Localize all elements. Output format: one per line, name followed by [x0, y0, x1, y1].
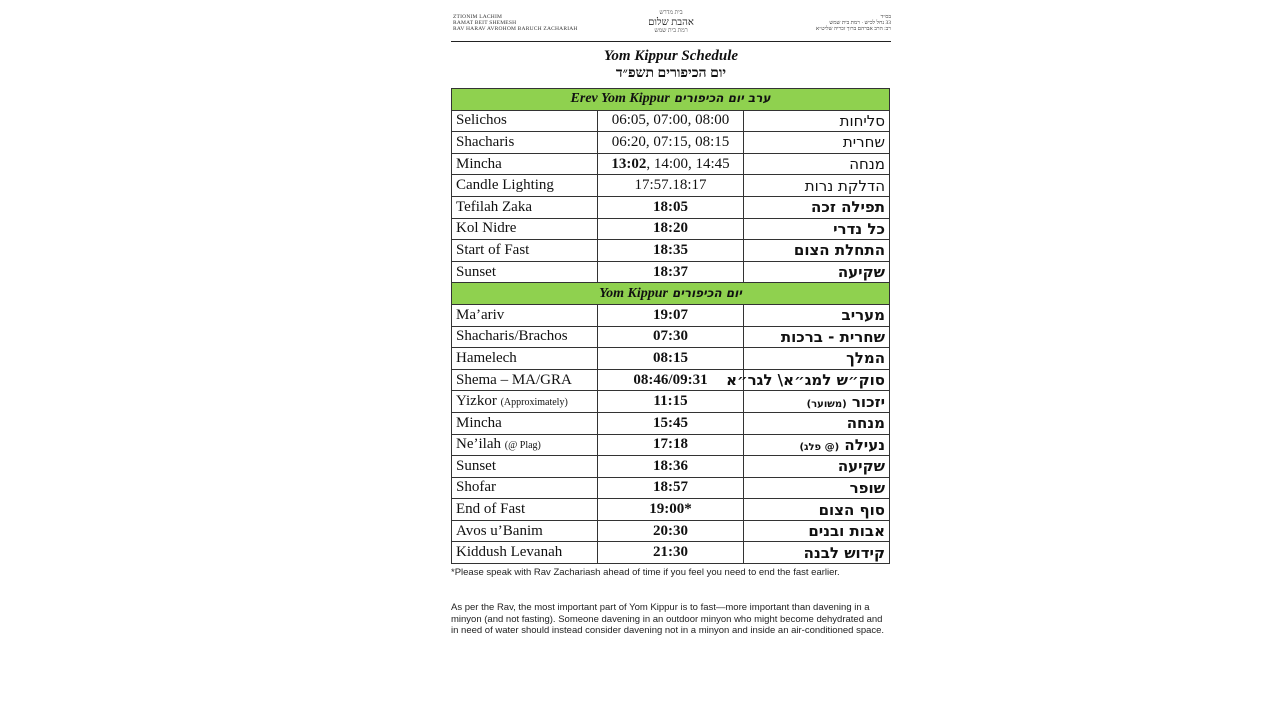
- section-header-yom-kippur: [452, 283, 890, 305]
- row-label-hebrew-main: יזכור: [851, 392, 885, 411]
- row-time-bold: 13:02: [611, 155, 647, 172]
- row-label: Tefilah Zaka: [452, 196, 598, 218]
- row-label: Start of Fast: [452, 240, 598, 262]
- section-title: [452, 89, 890, 111]
- header-logo: [629, 10, 713, 35]
- row-label-hebrew: שחרית - ברכות: [744, 326, 890, 348]
- table-row: [452, 348, 890, 370]
- row-time: 18:05: [598, 196, 744, 218]
- section-header-erev: [452, 89, 890, 111]
- row-time: [598, 153, 744, 175]
- header-left-address: [453, 14, 578, 32]
- row-time: 19:07: [598, 304, 744, 326]
- table-row: [452, 326, 890, 348]
- row-label-hebrew: שופר: [744, 477, 890, 499]
- row-label: Shofar: [452, 477, 598, 499]
- row-time: 18:20: [598, 218, 744, 240]
- table-row: [452, 499, 890, 521]
- row-label: Shacharis/Brachos: [452, 326, 598, 348]
- section-title-english: Erev Yom Kippur: [570, 91, 670, 107]
- header-divider: [451, 41, 891, 42]
- footnote: *Please speak with Rav Zachariash ahead of time if you feel you need to end the fast earlier.: [451, 567, 840, 578]
- logo-top-text: בית מדרש: [659, 10, 683, 16]
- row-time: 19:00*: [598, 499, 744, 521]
- schedule-table: [451, 88, 890, 564]
- header-right-address: [816, 14, 891, 32]
- row-label-hebrew-note: (@ פלג): [799, 441, 840, 453]
- row-label-hebrew: מנחה: [744, 412, 890, 434]
- row-label: End of Fast: [452, 499, 598, 521]
- row-label-hebrew: שחרית: [744, 132, 890, 154]
- row-label-hebrew: מנחה: [744, 153, 890, 175]
- row-label: Kiddush Levanah: [452, 542, 598, 564]
- table-row: [452, 477, 890, 499]
- row-label: Shema – MA/GRA: [452, 369, 598, 391]
- row-label: [452, 434, 598, 456]
- row-label: Sunset: [452, 456, 598, 478]
- row-label: Mincha: [452, 153, 598, 175]
- table-row: [452, 304, 890, 326]
- row-time: 06:20, 07:15, 08:15: [598, 132, 744, 154]
- row-time: 18:57: [598, 477, 744, 499]
- row-time: 18:37: [598, 261, 744, 283]
- row-time: 18:36: [598, 456, 744, 478]
- row-label-hebrew: שקיעה: [744, 261, 890, 283]
- row-time: 07:30: [598, 326, 744, 348]
- row-label-hebrew: אבות ובנים: [744, 520, 890, 542]
- section-title: [452, 283, 890, 305]
- row-label-hebrew: מעריב: [744, 304, 890, 326]
- header-right-line: בס״ד: [880, 14, 891, 20]
- row-label-hebrew: [744, 391, 890, 413]
- row-label-main: Yizkor: [456, 393, 497, 410]
- table-row: [452, 240, 890, 262]
- page-title-english: Yom Kippur Schedule: [603, 48, 739, 64]
- row-label: [452, 391, 598, 413]
- table-row: [452, 520, 890, 542]
- row-label-hebrew-main: נעילה: [844, 435, 885, 454]
- row-time: 18:35: [598, 240, 744, 262]
- row-label: Hamelech: [452, 348, 598, 370]
- logo-bottom-text: רמת בית שמש: [654, 28, 688, 34]
- row-label-hebrew: סוק״ש למג״א\ לגר״א: [744, 369, 890, 391]
- row-label-hebrew: סליחות: [744, 110, 890, 132]
- table-row: [452, 456, 890, 478]
- header-right-line: 33 נחל לכיש · רמת בית שמש: [829, 20, 891, 26]
- row-label-main: Ne’ilah: [456, 436, 501, 453]
- row-time: 20:30: [598, 520, 744, 542]
- row-label: Mincha: [452, 412, 598, 434]
- row-time-rest: , 14:00, 14:45: [646, 155, 730, 172]
- header-right-line: רב: הרב אברהם ברוך זכריה שליט״א: [815, 26, 891, 32]
- row-label: Selichos: [452, 110, 598, 132]
- row-label: Avos u’Banim: [452, 520, 598, 542]
- row-label: Candle Lighting: [452, 175, 598, 197]
- row-time: 17:18: [598, 434, 744, 456]
- section-title-english: Yom Kippur: [599, 285, 668, 301]
- table-row: [452, 218, 890, 240]
- row-label: Ma’ariv: [452, 304, 598, 326]
- table-row: [452, 542, 890, 564]
- row-time: 17:57.18:17: [598, 175, 744, 197]
- table-row: [452, 110, 890, 132]
- row-label-hebrew: המלך: [744, 348, 890, 370]
- row-label-hebrew: הדלקת נרות: [744, 175, 890, 197]
- row-label-hebrew: כל נדרי: [744, 218, 890, 240]
- table-row: [452, 369, 890, 391]
- row-time: 06:05, 07:00, 08:00: [598, 110, 744, 132]
- row-label-hebrew: [744, 434, 890, 456]
- table-row: [452, 196, 890, 218]
- rav-note-paragraph: As per the Rav, the most important part of Yom Kippur is to fast—more important than davening in a minyon (and not fasting). Someone davening in an outdoor minyon who might become dehydrated and in need of water should instead consider davening not in a minyon and inside an air-conditioned space.: [451, 602, 885, 636]
- table-row: [452, 132, 890, 154]
- table-row: [452, 434, 890, 456]
- table-row: [452, 412, 890, 434]
- header-left-line: ZTIONIM LACHIM: [453, 14, 503, 20]
- header-left-line: RAV HARAV AVROHOM BARUCH ZACHARIAH: [453, 26, 578, 32]
- row-label: Shacharis: [452, 132, 598, 154]
- row-time: 08:15: [598, 348, 744, 370]
- row-label: Kol Nidre: [452, 218, 598, 240]
- header-left-line: RAMAT BEIT SHEMESH: [453, 20, 517, 26]
- logo-main-text: אהבת שלום: [648, 17, 694, 28]
- table-row: [452, 261, 890, 283]
- row-time: 21:30: [598, 542, 744, 564]
- row-time: 11:15: [598, 391, 744, 413]
- row-label-hebrew: סוף הצום: [744, 499, 890, 521]
- row-label-hebrew: התחלת הצום: [744, 240, 890, 262]
- table-row: [452, 153, 890, 175]
- page-title-hebrew: יום הכיפורים תשפ״ד: [615, 66, 727, 81]
- row-label-hebrew: תפילה זכה: [744, 196, 890, 218]
- row-time: 08:46/09:31: [598, 369, 744, 391]
- row-label: Sunset: [452, 261, 598, 283]
- row-label-note: (Approximately): [500, 397, 568, 409]
- table-row: [452, 175, 890, 197]
- row-label-hebrew: קידוש לבנה: [744, 542, 890, 564]
- row-label-hebrew: שקיעה: [744, 456, 890, 478]
- row-label-hebrew-note: (משוער): [806, 398, 847, 410]
- schedule-document: [451, 10, 891, 710]
- table-row: [452, 391, 890, 413]
- row-label-note: (@ Plag): [504, 440, 541, 452]
- section-title-hebrew: ערב יום הכיפורים: [673, 91, 771, 106]
- row-time: 15:45: [598, 412, 744, 434]
- section-title-hebrew: יום הכיפורים: [671, 285, 742, 300]
